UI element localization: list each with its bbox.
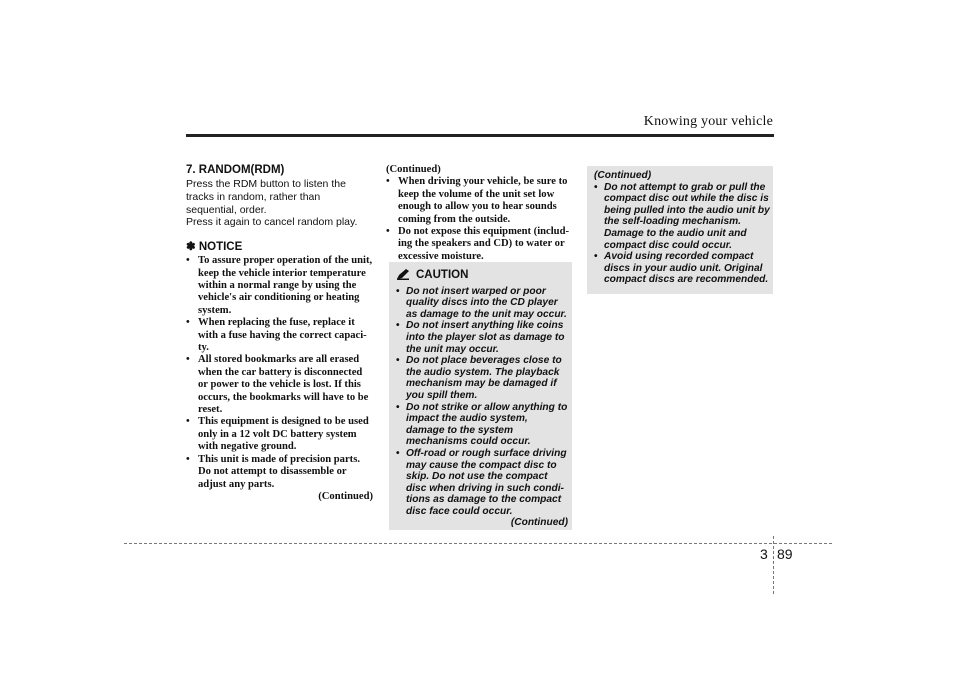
caution-item: • Off-road or rough surface driving may cause the compact disc to skip. Do not use the compact disc when driving in such condi-tions as damage to the compact disc face could occur. [396,448,568,518]
paragraph-2: Press it again to cancel random play. [186,216,358,229]
caution-continued-content [594,170,770,286]
caution-item: • Do not strike or allow anything to impact the audio system, damage to the system mechanisms could occur. [396,402,568,448]
caution-list [396,286,568,518]
continued-label: (Continued) [510,517,568,529]
notice-item: • This unit is made of precision parts. Do not attempt to disassemble or adjust any parts. [186,454,373,491]
list-item: • Do not expose this equipment (includ-ing the speakers and CD) to water or excessive moisture. [386,226,574,263]
footer-divider [773,536,774,594]
caution-item: • Do not insert anything like coins into the player slot as damage to the unit may occur. [396,320,568,355]
notice-item: • To assure proper operation of the unit, keep the vehicle interior temperature within a normal range by using the vehicle's air conditioning or heating system. [186,255,373,317]
continued-label: (Continued) [318,490,373,502]
caution-item: • Do not place beverages close to the audio system. The playback mechanism may be damaged if you spill them. [396,355,568,401]
column-1 [186,164,373,503]
notice-heading: ✽ NOTICE [186,240,243,253]
caution-title: CAUTION [416,269,469,281]
column-2 [386,164,574,263]
list-item: • When driving your vehicle, be sure to keep the volume of the unit set low enough to allow you to hear sounds coming from the outside. [386,176,574,226]
footer-rule [124,543,832,544]
page-number: 89 [777,546,793,562]
pencil-icon [396,268,410,284]
section-heading: 7. RANDOM(RDM) [186,164,285,176]
chapter-number: 3 [760,546,768,562]
notice-item: • When replacing the fuse, replace it with a fuse having the correct capaci-ty. [186,317,373,354]
notice-item: • All stored bookmarks are all erased when the car battery is disconnected or power to the vehicle is lost. If this occurs, the bookmarks will have to be reset. [186,354,373,416]
continued-label: (Continued) [386,164,441,175]
notice-list [186,255,373,491]
header-rule [186,134,774,137]
continued-label: (Continued) [594,170,652,181]
running-header: Knowing your vehicle [643,114,773,129]
paragraph-1: Press the RDM button to listen the tracks in random, rather than sequential, order. [186,178,346,216]
caution-heading [396,268,568,284]
caution-item: • Avoid using recorded compact discs in your audio unit. Original compact discs are recommended. [594,251,770,286]
notice-item: • This equipment is designed to be used only in a 12 volt DC battery system with negative ground. [186,416,373,453]
caution-item: • Do not attempt to grab or pull the compact disc out while the disc is being pulled into the audio unit by the self-loading mechanism. Damage to the audio unit and compact disc could occur. [594,182,770,252]
col3-list [594,182,770,286]
caution-content [396,268,568,529]
col2-list [386,176,574,263]
caution-item: • Do not insert warped or poor quality discs into the CD player as damage to the unit may occur. [396,286,568,321]
